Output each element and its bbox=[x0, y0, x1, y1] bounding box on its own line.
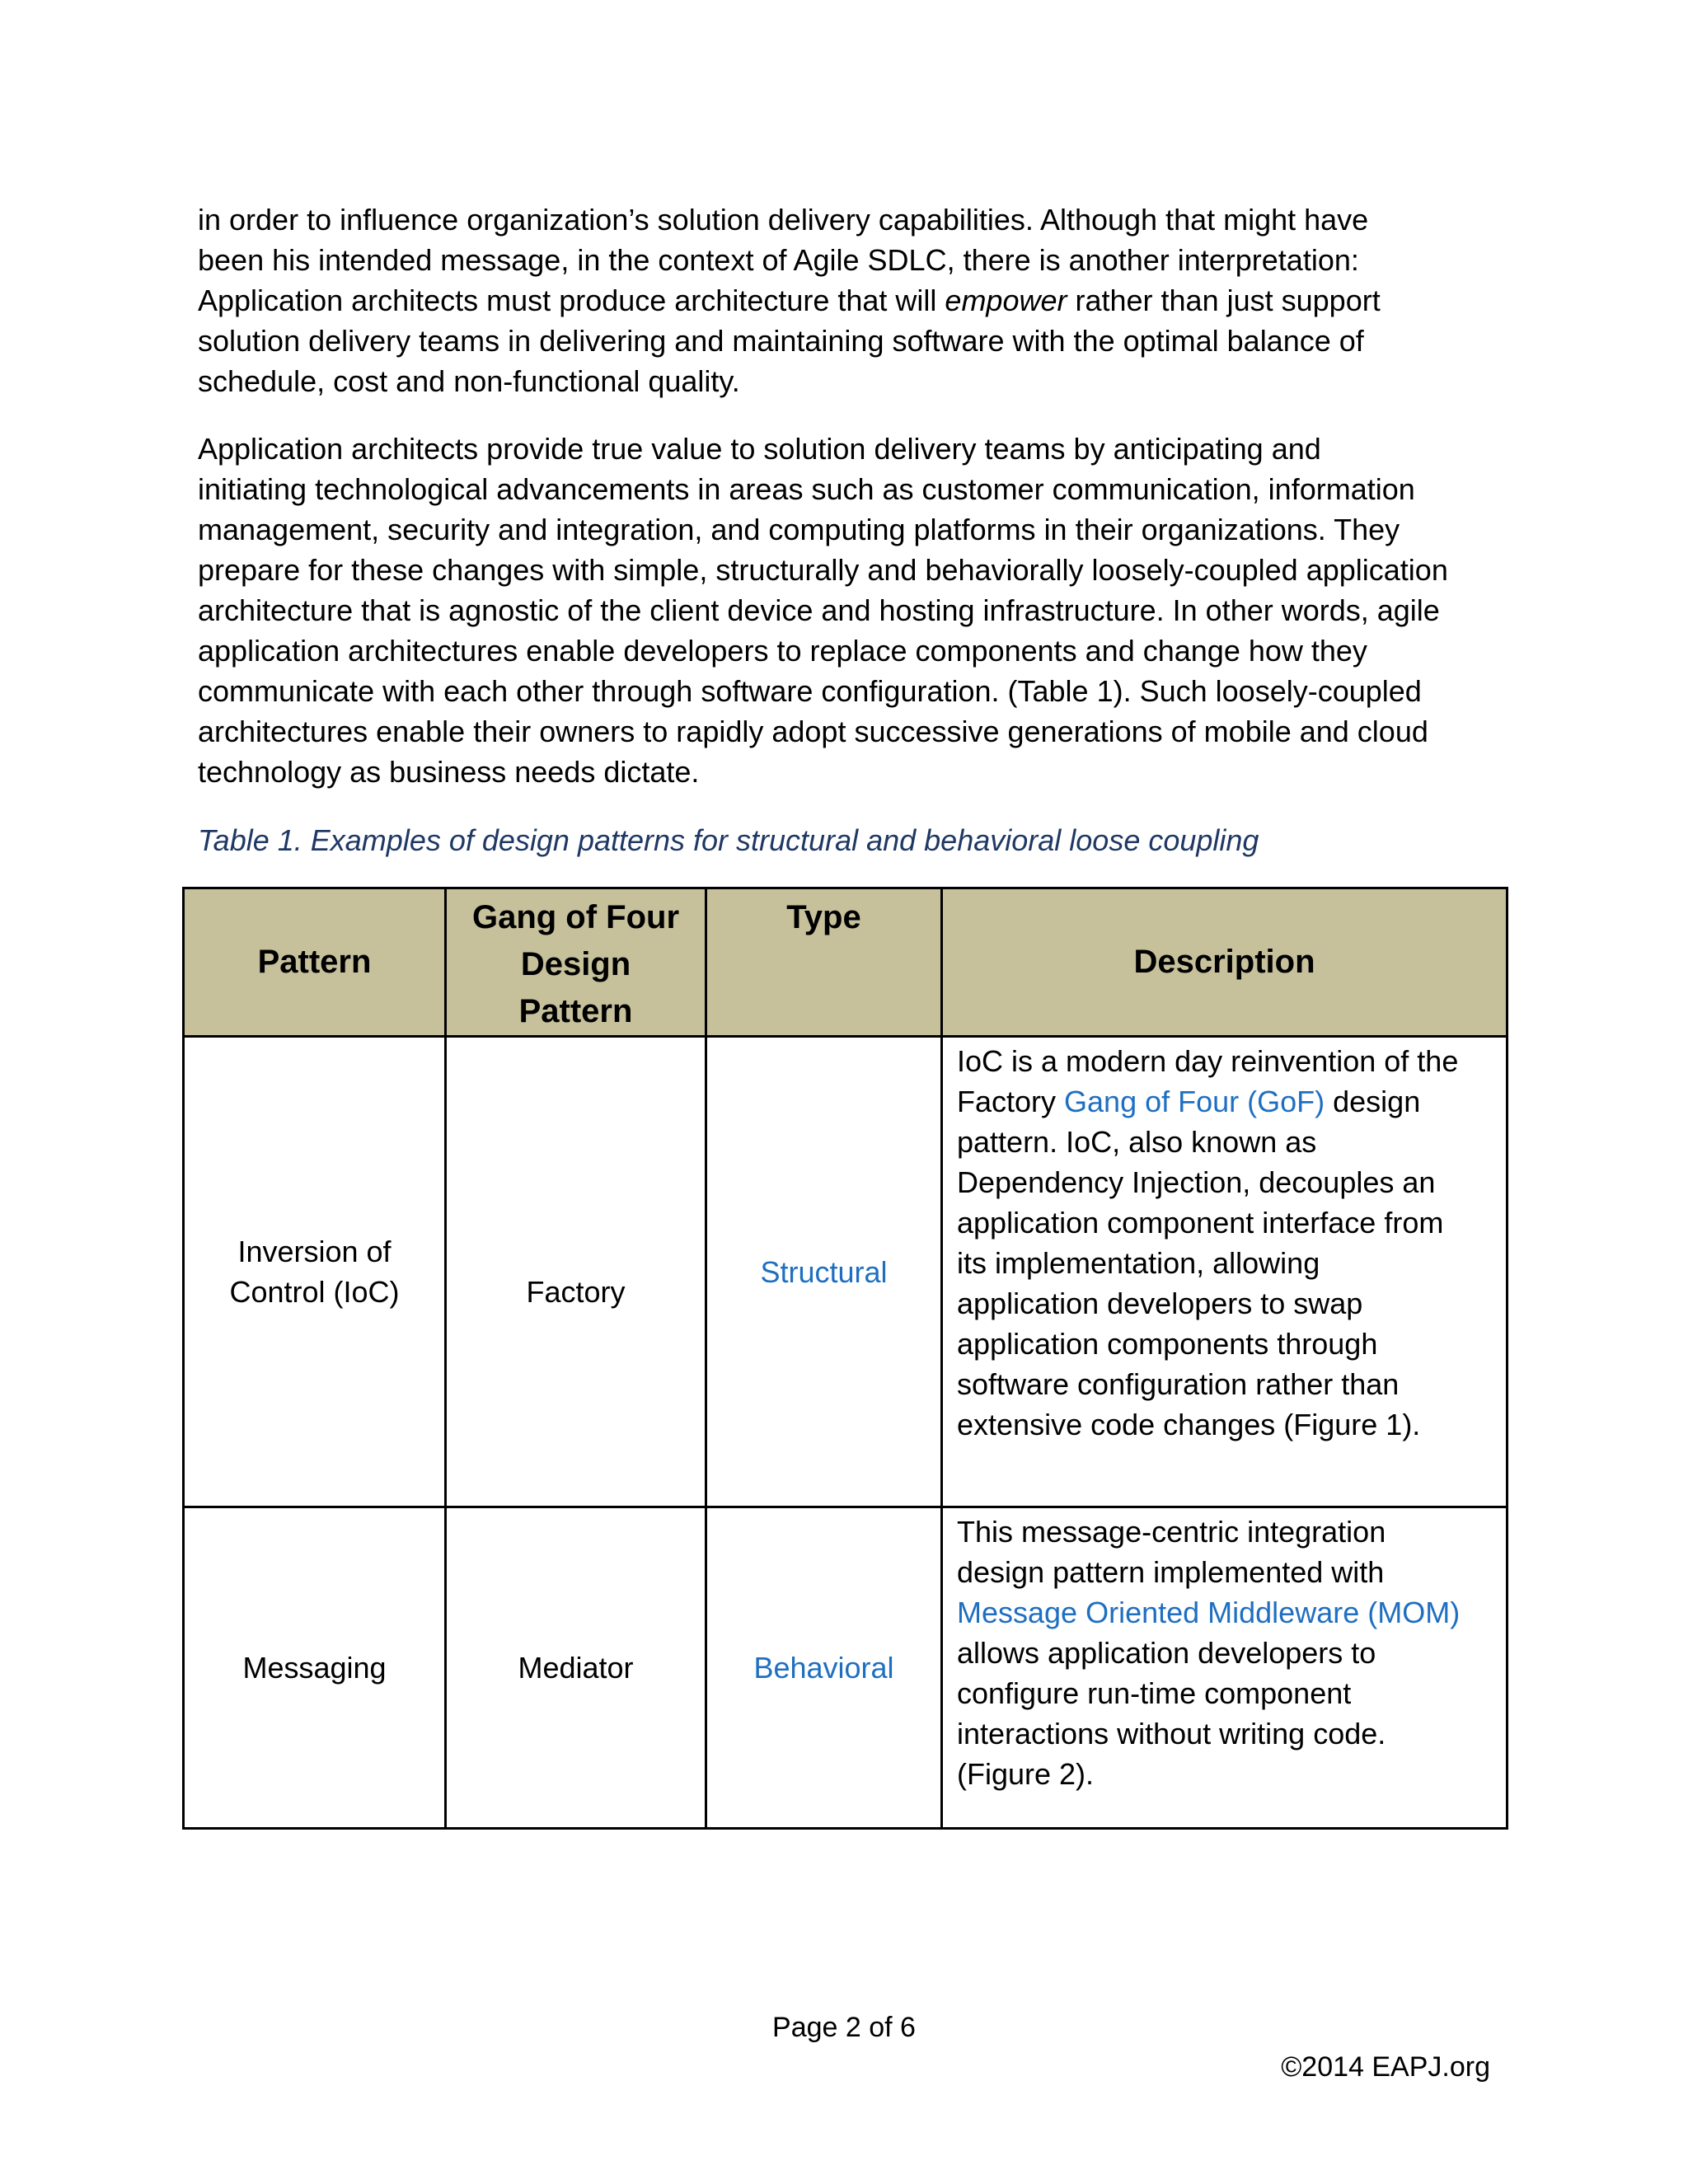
table-row bbox=[184, 1037, 1507, 1507]
body-paragraph-1 bbox=[198, 199, 1500, 401]
text-line: prepare for these changes with simple, structurally and behaviorally loosely-coupled application bbox=[198, 553, 1448, 587]
desc-line: application components through bbox=[957, 1327, 1378, 1361]
desc-line: extensive code changes (Figure 1). bbox=[957, 1408, 1421, 1441]
text-line: schedule, cost and non-functional quality. bbox=[198, 364, 740, 398]
table-caption: Table 1. Examples of design patterns for structural and behavioral loose coupling bbox=[198, 823, 1259, 857]
gof-link[interactable]: Gang of Four (GoF) bbox=[1064, 1085, 1325, 1118]
cell-description bbox=[942, 1037, 1507, 1507]
body-paragraph-2 bbox=[198, 429, 1500, 792]
desc-line: pattern. IoC, also known as bbox=[957, 1125, 1317, 1159]
table-row bbox=[184, 1507, 1507, 1829]
mom-link[interactable]: Message Oriented Middleware (MOM) bbox=[957, 1596, 1461, 1629]
cell-type bbox=[706, 1037, 942, 1507]
desc-line: interactions without writing code. bbox=[957, 1717, 1386, 1750]
text-line: initiating technological advancements in areas such as customer communication, information bbox=[198, 472, 1415, 506]
text-line: communicate with each other through software configuration. (Table 1). Such loosely-coupled bbox=[198, 674, 1422, 708]
desc-line: Dependency Injection, decouples an bbox=[957, 1165, 1436, 1199]
type-link-behavioral[interactable]: Behavioral bbox=[753, 1651, 894, 1685]
text-run: Application architects must produce architecture that will bbox=[198, 284, 945, 317]
text-line: Application architects provide true value to solution delivery teams by anticipating and bbox=[198, 432, 1321, 466]
text-line: solution delivery teams in delivering and maintaining software with the optimal balance of bbox=[198, 324, 1364, 358]
desc-line: design pattern implemented with bbox=[957, 1555, 1385, 1589]
text-run: rather than just support bbox=[1067, 284, 1381, 317]
desc-line: application developers to swap bbox=[957, 1286, 1363, 1320]
desc-line: allows application developers to bbox=[957, 1636, 1376, 1670]
cell-description bbox=[942, 1507, 1507, 1829]
cell-line: Control (IoC) bbox=[229, 1275, 400, 1309]
header-description: Description bbox=[942, 888, 1507, 1037]
page-number: Page 2 of 6 bbox=[772, 2012, 916, 2043]
text-run: Factory bbox=[957, 1085, 1065, 1118]
cell-gof bbox=[446, 1037, 706, 1507]
text-line bbox=[198, 280, 1500, 321]
text-line: in order to influence organization’s solution delivery capabilities. Although that might have bbox=[198, 203, 1369, 237]
desc-line: This message-centric integration bbox=[957, 1515, 1386, 1549]
header-pattern: Pattern bbox=[184, 888, 446, 1037]
header-line: Design bbox=[520, 946, 631, 982]
header-type: Type bbox=[706, 888, 942, 1037]
cell-text: Factory bbox=[526, 1274, 626, 1309]
desc-line: (Figure 2). bbox=[957, 1757, 1095, 1791]
text-line: been his intended message, in the context of Agile SDLC, there is another interpretation: bbox=[198, 243, 1359, 277]
desc-line bbox=[957, 1081, 1494, 1122]
desc-line: IoC is a modern day reinvention of the bbox=[957, 1044, 1459, 1078]
cell-text: Mediator bbox=[518, 1651, 634, 1685]
cell-pattern bbox=[184, 1507, 446, 1829]
cell-line: Inversion of bbox=[237, 1235, 392, 1268]
text-line: application architectures enable developers to replace components and change how they bbox=[198, 634, 1367, 668]
cell-type bbox=[706, 1507, 942, 1829]
header-line: Pattern bbox=[518, 993, 633, 1029]
emphasized-word: empower bbox=[945, 284, 1067, 317]
type-link-structural[interactable]: Structural bbox=[760, 1254, 888, 1289]
text-line: management, security and integration, and computing platforms in their organizations. They bbox=[198, 513, 1400, 546]
text-line: architecture that is agnostic of the client device and hosting infrastructure. In other words, agile bbox=[198, 593, 1440, 627]
header-gof-pattern bbox=[446, 888, 706, 1037]
desc-line: its implementation, allowing bbox=[957, 1246, 1320, 1280]
cell-pattern bbox=[184, 1037, 446, 1507]
header-line: Gang of Four bbox=[471, 899, 680, 935]
copyright: ©2014 EAPJ.org bbox=[1281, 2051, 1490, 2083]
cell-gof bbox=[446, 1507, 706, 1829]
text-line: architectures enable their owners to rapidly adopt successive generations of mobile and cloud bbox=[198, 715, 1428, 748]
desc-line: configure run-time component bbox=[957, 1676, 1352, 1710]
desc-line: application component interface from bbox=[957, 1206, 1444, 1240]
text-run: design bbox=[1325, 1085, 1421, 1118]
cell-text: Messaging bbox=[242, 1651, 387, 1685]
design-patterns-table bbox=[182, 887, 1508, 1830]
text-line: technology as business needs dictate. bbox=[198, 755, 700, 789]
desc-line: software configuration rather than bbox=[957, 1367, 1400, 1401]
table-header-row bbox=[184, 888, 1507, 1037]
